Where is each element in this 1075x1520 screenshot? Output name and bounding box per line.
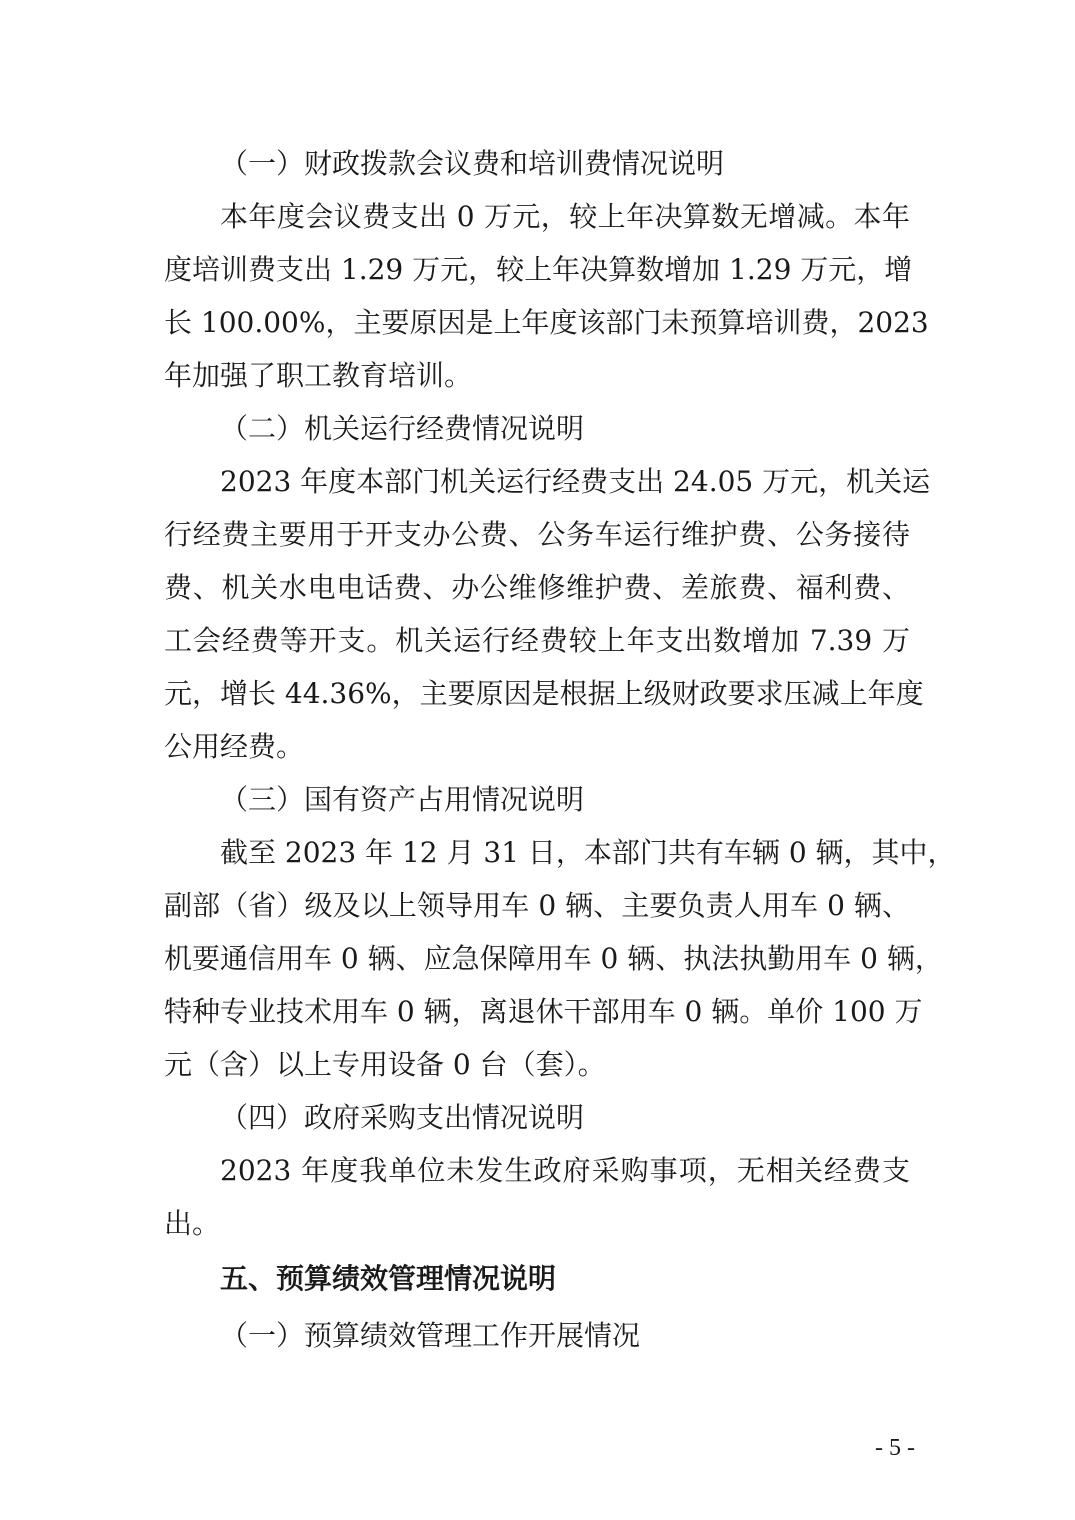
- page-number: - 5 -: [875, 1435, 915, 1461]
- paragraph-line: 截至 2023 年 12 月 31 日，本部门共有车辆 0 辆，其中，: [220, 836, 956, 869]
- paragraph-line: 本年度会议费支出 0 万元，较上年决算数无增减。本年: [220, 200, 910, 233]
- paragraph-line: 副部（省）级及以上领导用车 0 辆、主要负责人用车 0 辆、: [164, 889, 910, 922]
- section-heading-operating-expenses: （二）机关运行经费情况说明: [220, 412, 585, 445]
- paragraph-line: 年加强了职工教育培训。: [164, 359, 473, 392]
- paragraph-line: 长 100.00%，主要原因是上年度该部门未预算培训费，2023: [164, 306, 929, 339]
- paragraph-line: 出。: [164, 1207, 221, 1240]
- section-heading-state-assets: （三）国有资产占用情况说明: [220, 783, 585, 816]
- paragraph-line: 公用经费。: [164, 730, 305, 763]
- chapter-heading-performance: 五、预算绩效管理情况说明: [220, 1262, 557, 1295]
- paragraph-line: 度培训费支出 1.29 万元，较上年决算数增加 1.29 万元，增: [164, 253, 913, 286]
- paragraph-line: 元（含）以上专用设备 0 台（套）。: [164, 1048, 606, 1081]
- paragraph-line: 2023 年度本部门机关运行经费支出 24.05 万元，机关运: [220, 465, 931, 498]
- paragraph-line: 机要通信用车 0 辆、应急保障用车 0 辆、执法执勤用车 0 辆，: [164, 942, 943, 975]
- paragraph-line: 特种专业技术用车 0 辆，离退休干部用车 0 辆。单价 100 万: [164, 995, 923, 1028]
- paragraph-line: 元，增长 44.36%，主要原因是根据上级财政要求压减上年度: [164, 677, 924, 710]
- paragraph-line: 2023 年度我单位未发生政府采购事项，无相关经费支: [220, 1154, 910, 1187]
- section-heading-procurement: （四）政府采购支出情况说明: [220, 1101, 585, 1134]
- paragraph-line: 费、机关水电电话费、办公维修维护费、差旅费、福利费、: [164, 571, 910, 604]
- section-heading-performance-work: （一）预算绩效管理工作开展情况: [220, 1319, 641, 1352]
- section-heading-meeting-training: （一）财政拨款会议费和培训费情况说明: [220, 147, 725, 180]
- paragraph-line: 工会经费等开支。机关运行经费较上年支出数增加 7.39 万: [164, 624, 910, 657]
- paragraph-line: 行经费主要用于开支办公费、公务车运行维护费、公务接待: [164, 518, 910, 551]
